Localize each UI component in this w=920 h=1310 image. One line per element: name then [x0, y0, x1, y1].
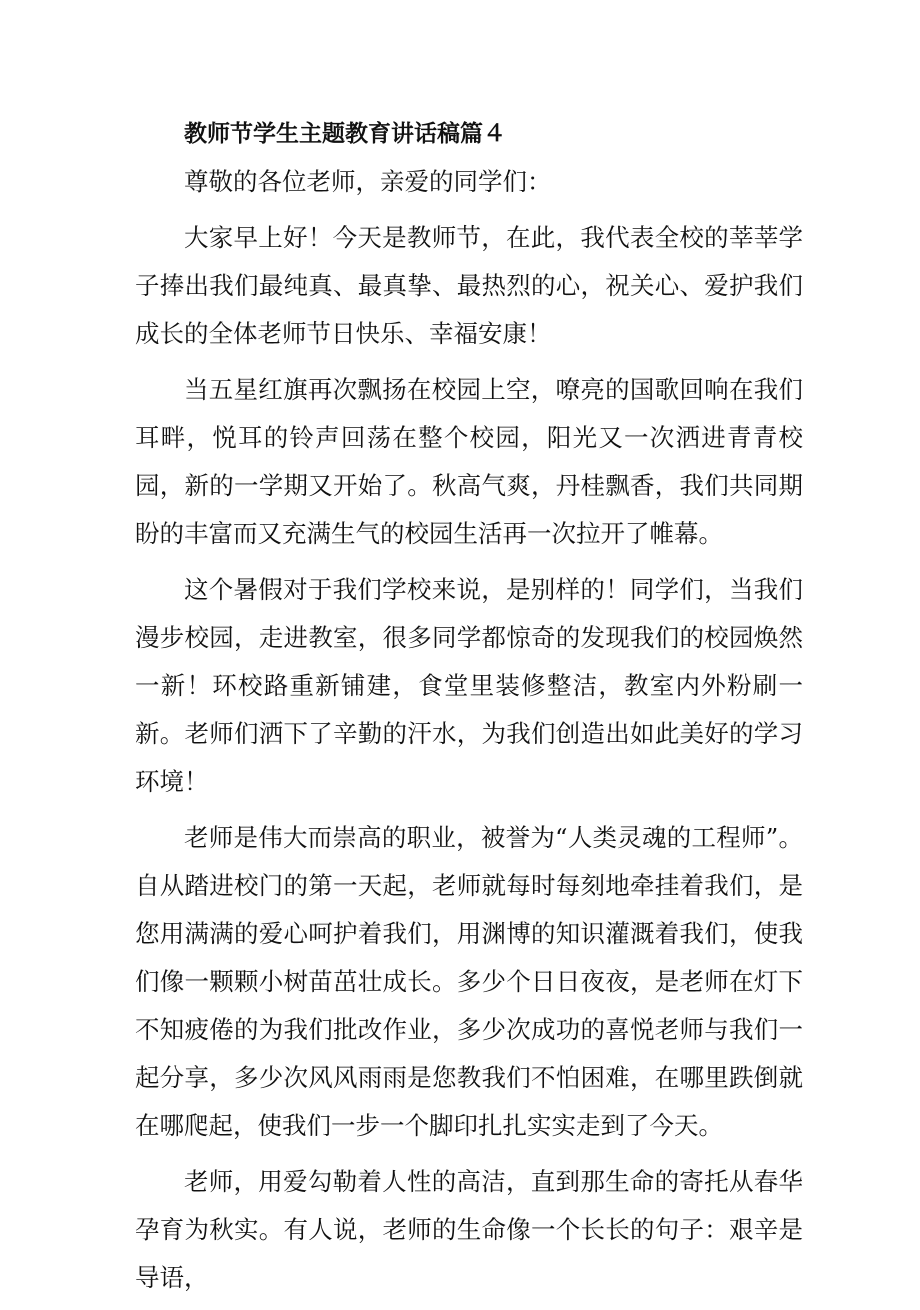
paragraph-1: 大家早上好！今天是教师节，在此，我代表全校的莘莘学子捧出我们最纯真、最真挚、最热烈的心，祝关心、爱护我们成长的全体老师节日快乐、幸福安康！	[135, 223, 803, 348]
paragraph-2: 当五星红旗再次飘扬在校园上空，嘹亮的国歌回响在我们耳畔，悦耳的铃声回荡在整个校园，阳光又一次洒进青青校园，新的一学期又开始了。秋高气爽，丹桂飘香，我们共同期盼的丰富而又充满生气的校园生活再一次拉开了帷幕。	[135, 375, 803, 548]
paragraph-5: 老师，用爱勾勒着人性的高洁，直到那生命的寄托从春华孕育为秋实。有人说，老师的生命像一个长长的句子：艰辛是导语，	[135, 1167, 803, 1292]
paragraph-greeting: 尊敬的各位老师，亲爱的同学们：	[184, 167, 552, 196]
paragraph-3: 这个暑假对于我们学校来说，是别样的！同学们，当我们漫步校园，走进教室，很多同学都惊奇的发现我们的校园焕然一新！环校路重新铺建，食堂里装修整洁，教室内外粉刷一新。老师们洒下了辛勤的汗水，为我们创造出如此美好的学习环境！	[135, 575, 803, 796]
document-title: 教师节学生主题教育讲话稿篇４	[184, 121, 506, 147]
paragraph-4: 老师是伟大而崇高的职业，被誉为“人类灵魂的工程师”。自从踏进校门的第一天起，老师就每时每刻地牵挂着我们，是您用满满的爱心呵护着我们，用渊博的知识灌溉着我们，使我们像一颗颗小树苗茁壮成长。多少个日日夜夜，是老师在灯下不知疲倦的为我们批改作业，多少次成功的喜悦老师与我们一起分享，多少次风风雨雨是您教我们不怕困难，在哪里跌倒就在哪爬起，使我们一步一个脚印扎扎实实走到了今天。	[135, 823, 803, 1140]
document-body	[135, 110, 803, 1310]
